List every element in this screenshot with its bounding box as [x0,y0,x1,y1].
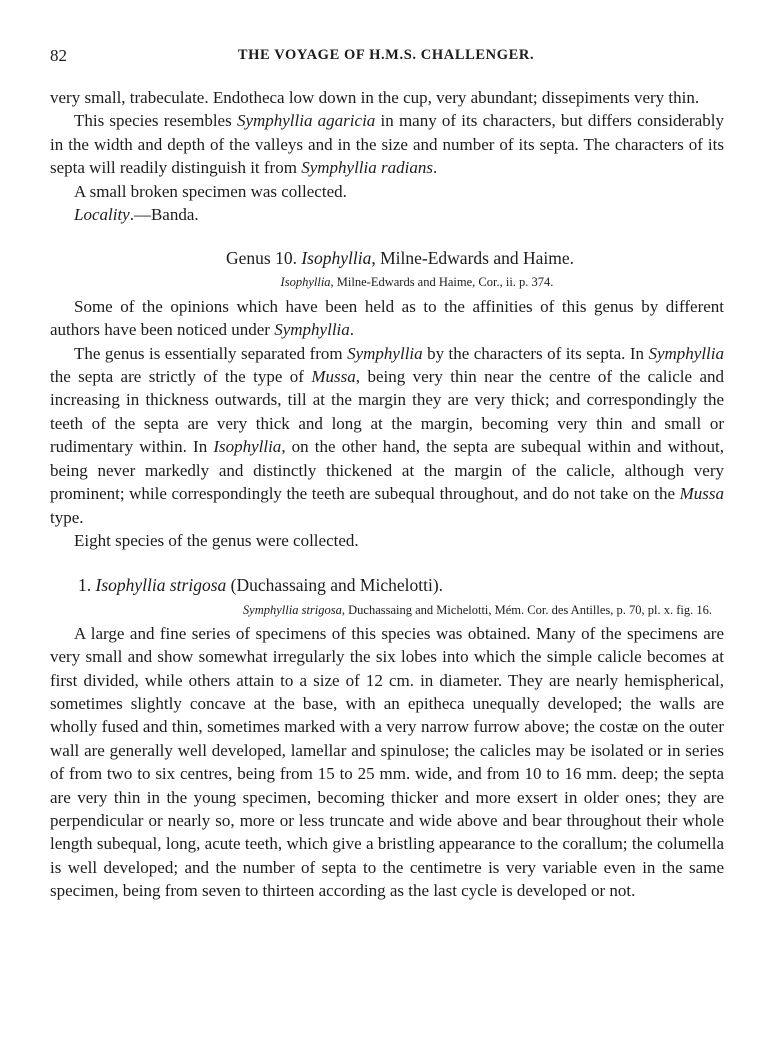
species-heading: 1. Isophyllia strigosa (Duchassaing and Michelotti). [78,575,444,596]
running-title: THE VOYAGE OF H.M.S. CHALLENGER. [237,47,535,63]
paragraph-comparison: This species resembles Symphyllia agaricia in many of its characters, but differs considerably in the width and depth of the valleys and in the size and number of its septa. The characters of its septa will readily distinguish it from Symphyllia radians. [50,111,724,178]
genus-reference: Isophyllia, Milne-Edwards and Haime, Cor., ii. p. 374. [280,274,554,289]
paragraph-description: A large and fine series of specimens of this species was obtained. Many of the specimens are very small and show somewhat irregularly the six lobes into which the simple calicle becomes at first divided, while others attain to a size of 12 cm. in diameter. They are nearly hemispherical, sometimes slightly concave at the base, with an epitheca unequally developed; the walls are wholly fused and thin, sometimes marked with a very narrow furrow above; the costæ on the outer wall are generally well developed, lamellar and spinulose; the calicles may be isolated or in series of from two to six centres, being from 15 to 25 mm. wide, and from 10 to 16 mm. deep; the septa are very thin in the young specimen, becoming thicker and more exsert in older ones; they are perpendicular or nearly so, more or less truncate and wide above and bear throughout their whole length subequal, long, acute teeth, which give a bristling appearance to the corallum; the columella is well developed; and the number of septa to the centimetre is very variable even in the same specimen, being from seven to thirteen according as the last cycle is developed or not. [50,623,724,901]
paragraph-affinities: Some of the opinions which have been held as to the affinities of this genus by different authors have been noticed under Symphyllia. [50,296,724,340]
paragraph-septa: The genus is essentially separated from Symphyllia by the characters of its septa. In Symphyllia the septa are strictly of the type of Mussa, being very thin near the centre of the calicle and increasing in thickness outwards, till at the margin they are very thick; and correspondingly the teeth of the septa are very thick and long at the margin, becoming very thin and small or rudimentary within. In Isophyllia, on the other hand, the septa are subequal within and without, being never markedly and distinctly thickened at the margin of the calicle, although very prominent; while correspondingly the teeth are subequal throughout, and do not take on the Mussa type. [50,343,724,527]
paragraph-species-count: Eight species of the genus were collected. [74,530,359,550]
paragraph-continuation: very small, trabeculate. Endotheca low down in the cup, very abundant; dissepiments very thin. [50,88,700,107]
species-name: Isophyllia strigosa [95,575,227,596]
paragraph-specimen: A small broken specimen was collected. [74,181,347,201]
genus-heading: Genus 10. Isophyllia, Milne-Edwards and Haime. [226,248,574,269]
species-reference: Symphyllia strigosa, Duchassaing and Michelotti, Mém. Cor. des Antilles, p. 70, pl. x. fig. 16. [242,602,712,617]
locality-value: Banda. [150,205,199,225]
taxon-name: Symphyllia [274,320,350,340]
page-body [50,86,724,903]
page-header [50,46,722,68]
taxon-name: Symphyllia agaricia [236,111,376,131]
taxon-name: Symphyllia radians [301,158,433,178]
paragraph-locality: Locality.—Banda. [74,205,199,225]
locality-label: Locality [74,205,130,225]
genus-name: Isophyllia [301,248,372,269]
page-number: 82 [50,46,67,65]
